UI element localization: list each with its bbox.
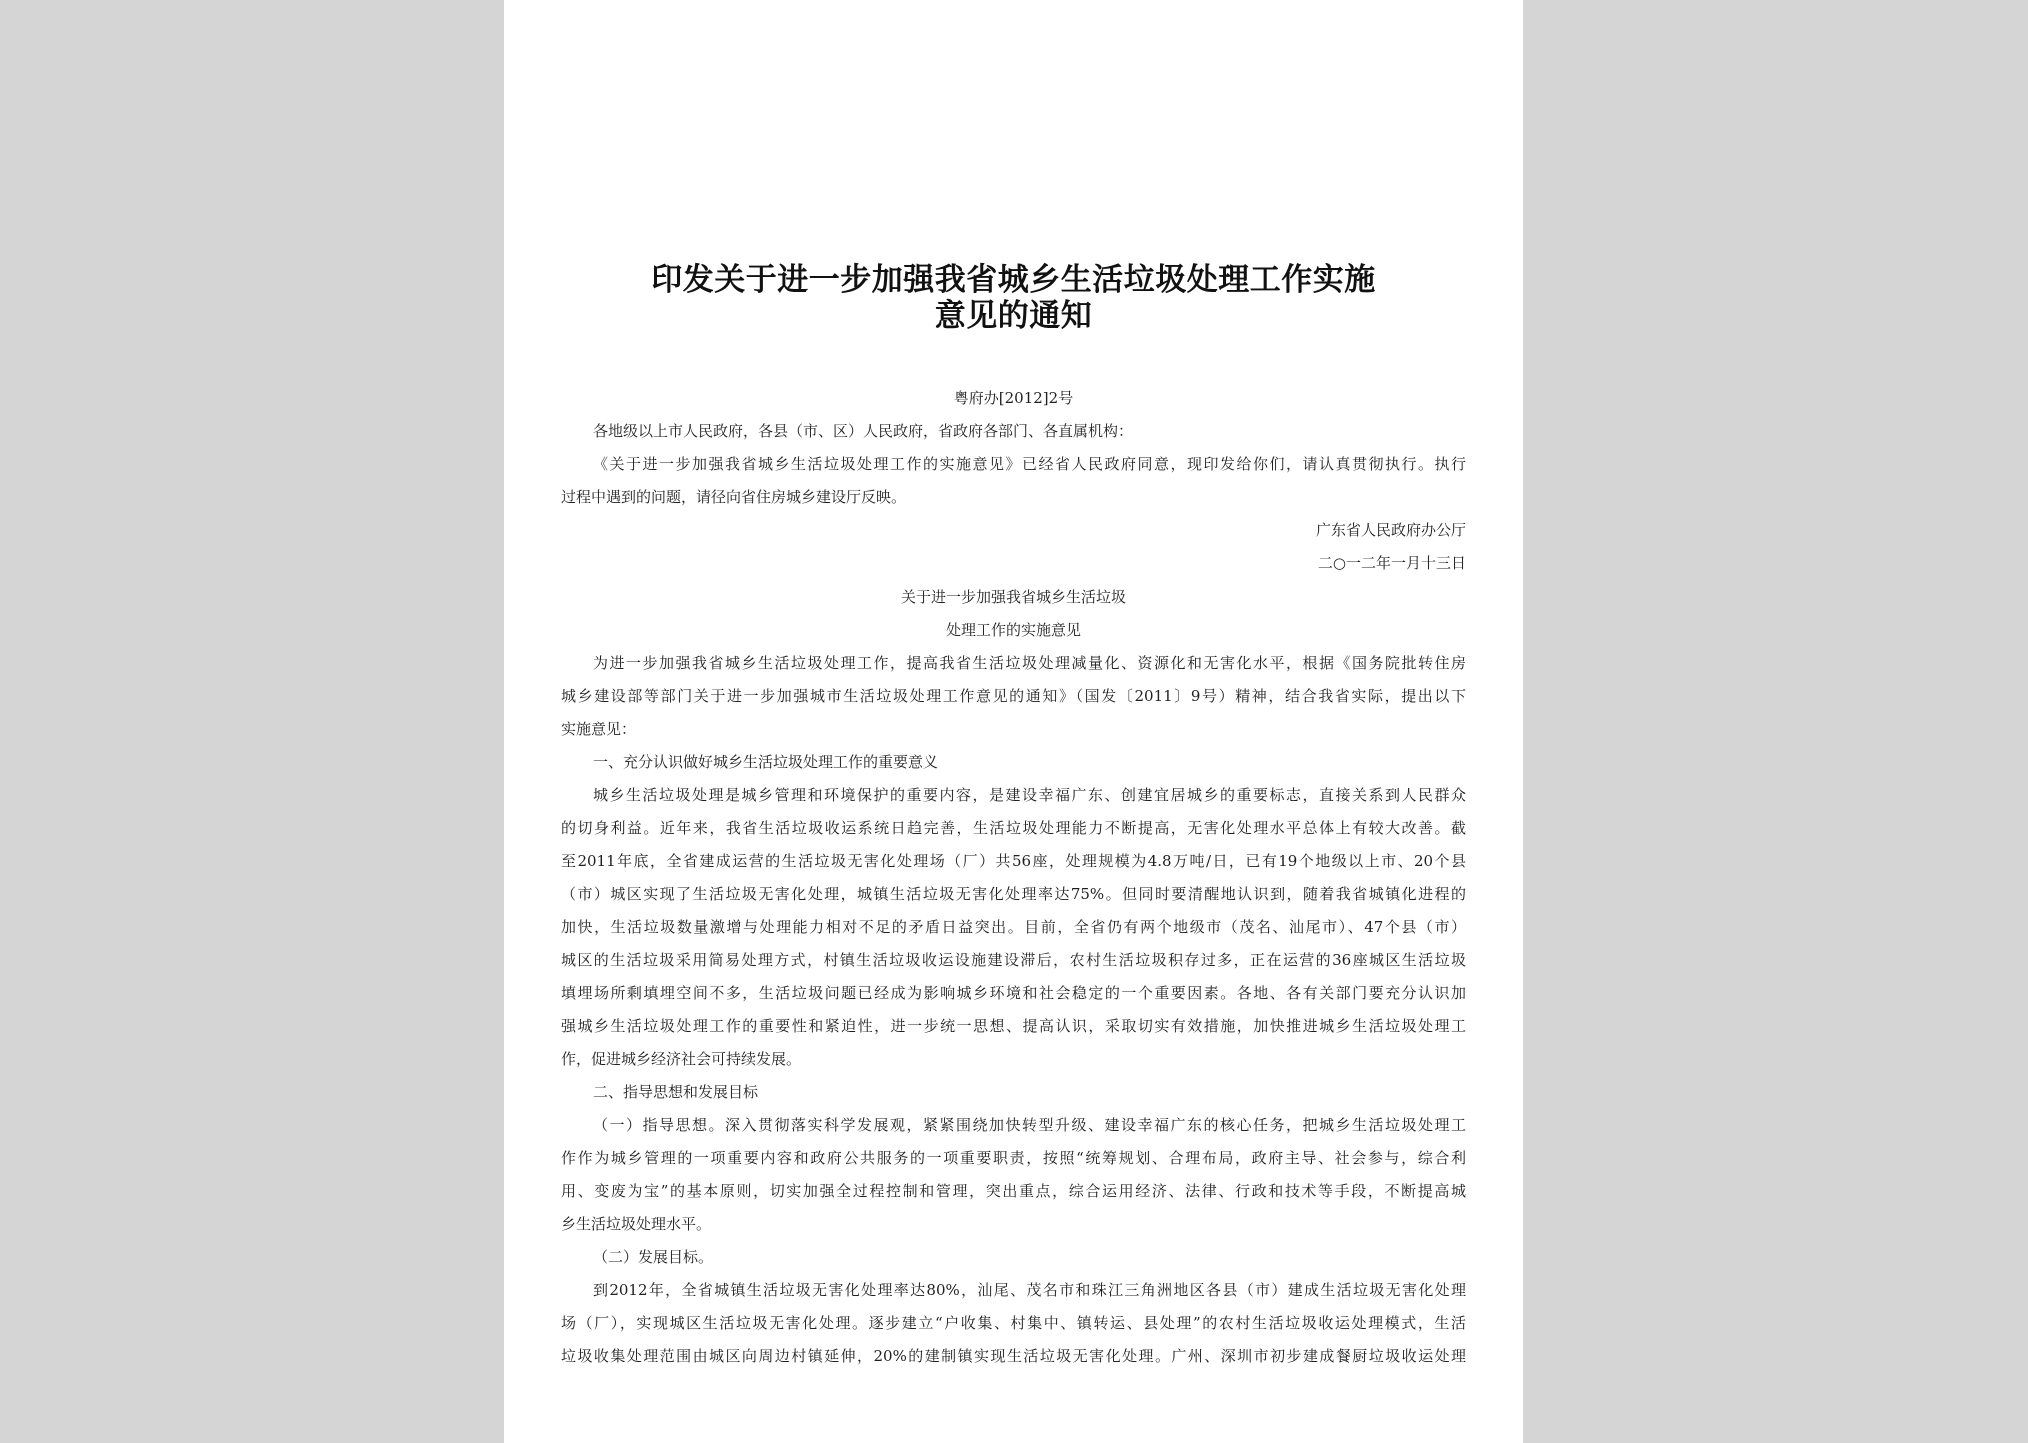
- document-page: [504, 0, 1523, 1443]
- goals-line-3: 垃圾收集处理范围由城区向周边村镇延伸，20%的建制镇实现生活垃圾无害化处理。广州、深圳市初步建成餐厨垃圾收运处理: [561, 1347, 1466, 1365]
- section-1-line-8: 强城乡生活垃圾处理工作的重要性和紧迫性，进一步统一思想、提高认识，采取切实有效措施，加快推进城乡生活垃圾处理工: [561, 1017, 1466, 1035]
- intro-line-3: 实施意见：: [561, 720, 637, 738]
- guiding-line-4: 乡生活垃圾处理水平。: [561, 1215, 712, 1233]
- document-content: [561, 0, 1466, 1443]
- title-line-1: 印发关于进一步加强我省城乡生活垃圾处理工作实施: [651, 262, 1376, 298]
- notice-line-1: 《关于进一步加强我省城乡生活垃圾处理工作的实施意见》已经省人民政府同意，现印发给你们，请认真贯彻执行。执行: [593, 455, 1466, 473]
- notice-line-2: 过程中遇到的问题，请径向省住房城乡建设厅反映。: [561, 488, 907, 506]
- document-number: 粤府办[2012]2号: [953, 389, 1074, 407]
- section-1-line-1: 城乡生活垃圾处理是城乡管理和环境保护的重要内容，是建设幸福广东、创建宜居城乡的重要标志，直接关系到人民群众: [593, 786, 1466, 804]
- goals-heading: （二）发展目标。: [593, 1248, 714, 1266]
- intro-line-2: 城乡建设部等部门关于进一步加强城市生活垃圾处理工作意见的通知》（国发〔2011〕9号）精神，结合我省实际，提出以下: [561, 687, 1466, 705]
- subtitle-line-1: 关于进一步加强我省城乡生活垃圾: [900, 588, 1126, 606]
- guiding-line-3: 用、变废为宝”的基本原则，切实加强全过程控制和管理，突出重点，综合运用经济、法律、行政和技术等手段，不断提高城: [561, 1182, 1466, 1200]
- goals-line-1: 到2012年，全省城镇生活垃圾无害化处理率达80%，汕尾、茂名市和珠江三角洲地区各县（市）建成生活垃圾无害化处理: [593, 1281, 1466, 1299]
- issuer: 广东省人民政府办公厅: [1315, 521, 1466, 539]
- section-1-line-6: 城区的生活垃圾采用简易处理方式，村镇生活垃圾收运设施建设滞后，农村生活垃圾积存过多，正在运营的36座城区生活垃圾: [561, 951, 1466, 969]
- section-2-heading: 二、指导思想和发展目标: [593, 1083, 759, 1101]
- section-1-line-4: （市）城区实现了生活垃圾无害化处理，城镇生活垃圾无害化处理率达75%。但同时要清醒地认识到，随着我省城镇化进程的: [561, 885, 1466, 903]
- goals-line-2: 场（厂），实现城区生活垃圾无害化处理。逐步建立“户收集、村集中、镇转运、县处理”的农村生活垃圾收运处理模式，生活: [561, 1314, 1466, 1332]
- guiding-line-1: （一）指导思想。深入贯彻落实科学发展观，紧紧围绕加快转型升级、建设幸福广东的核心任务，把城乡生活垃圾处理工: [593, 1116, 1466, 1134]
- document-title: [561, 262, 1466, 334]
- subtitle-line-2: 处理工作的实施意见: [945, 621, 1081, 639]
- section-1-line-3: 至2011年底，全省建成运营的生活垃圾无害化处理场（厂）共56座，处理规模为4.8万吨/日，已有19个地级以上市、20个县: [561, 852, 1466, 870]
- intro-line-1: 为进一步加强我省城乡生活垃圾处理工作，提高我省生活垃圾处理减量化、资源化和无害化水平，根据《国务院批转住房: [593, 654, 1466, 672]
- section-1-line-2: 的切身利益。近年来，我省生活垃圾收运系统日趋完善，生活垃圾处理能力不断提高，无害化处理水平总体上有较大改善。截: [561, 819, 1466, 837]
- section-1-line-7: 填埋场所剩填埋空间不多，生活垃圾问题已经成为影响城乡环境和社会稳定的一个重要因素。各地、各有关部门要充分认识加: [561, 984, 1466, 1002]
- title-line-2: 意见的通知: [934, 298, 1093, 334]
- addressee: 各地级以上市人民政府，各县（市、区）人民政府，省政府各部门、各直属机构：: [593, 422, 1134, 440]
- guiding-line-2: 作作为城乡管理的一项重要内容和政府公共服务的一项重要职责，按照“统筹规划、合理布局，政府主导、社会参与，综合利: [561, 1149, 1466, 1167]
- issue-date: 二○一二年一月十三日: [1317, 554, 1466, 572]
- section-1-heading: 一、充分认识做好城乡生活垃圾处理工作的重要意义: [593, 753, 939, 771]
- section-1-line-5: 加快，生活垃圾数量激增与处理能力相对不足的矛盾日益突出。目前，全省仍有两个地级市（茂名、汕尾市）、47个县（市）: [561, 918, 1466, 936]
- section-1-line-9: 作，促进城乡经济社会可持续发展。: [561, 1050, 802, 1068]
